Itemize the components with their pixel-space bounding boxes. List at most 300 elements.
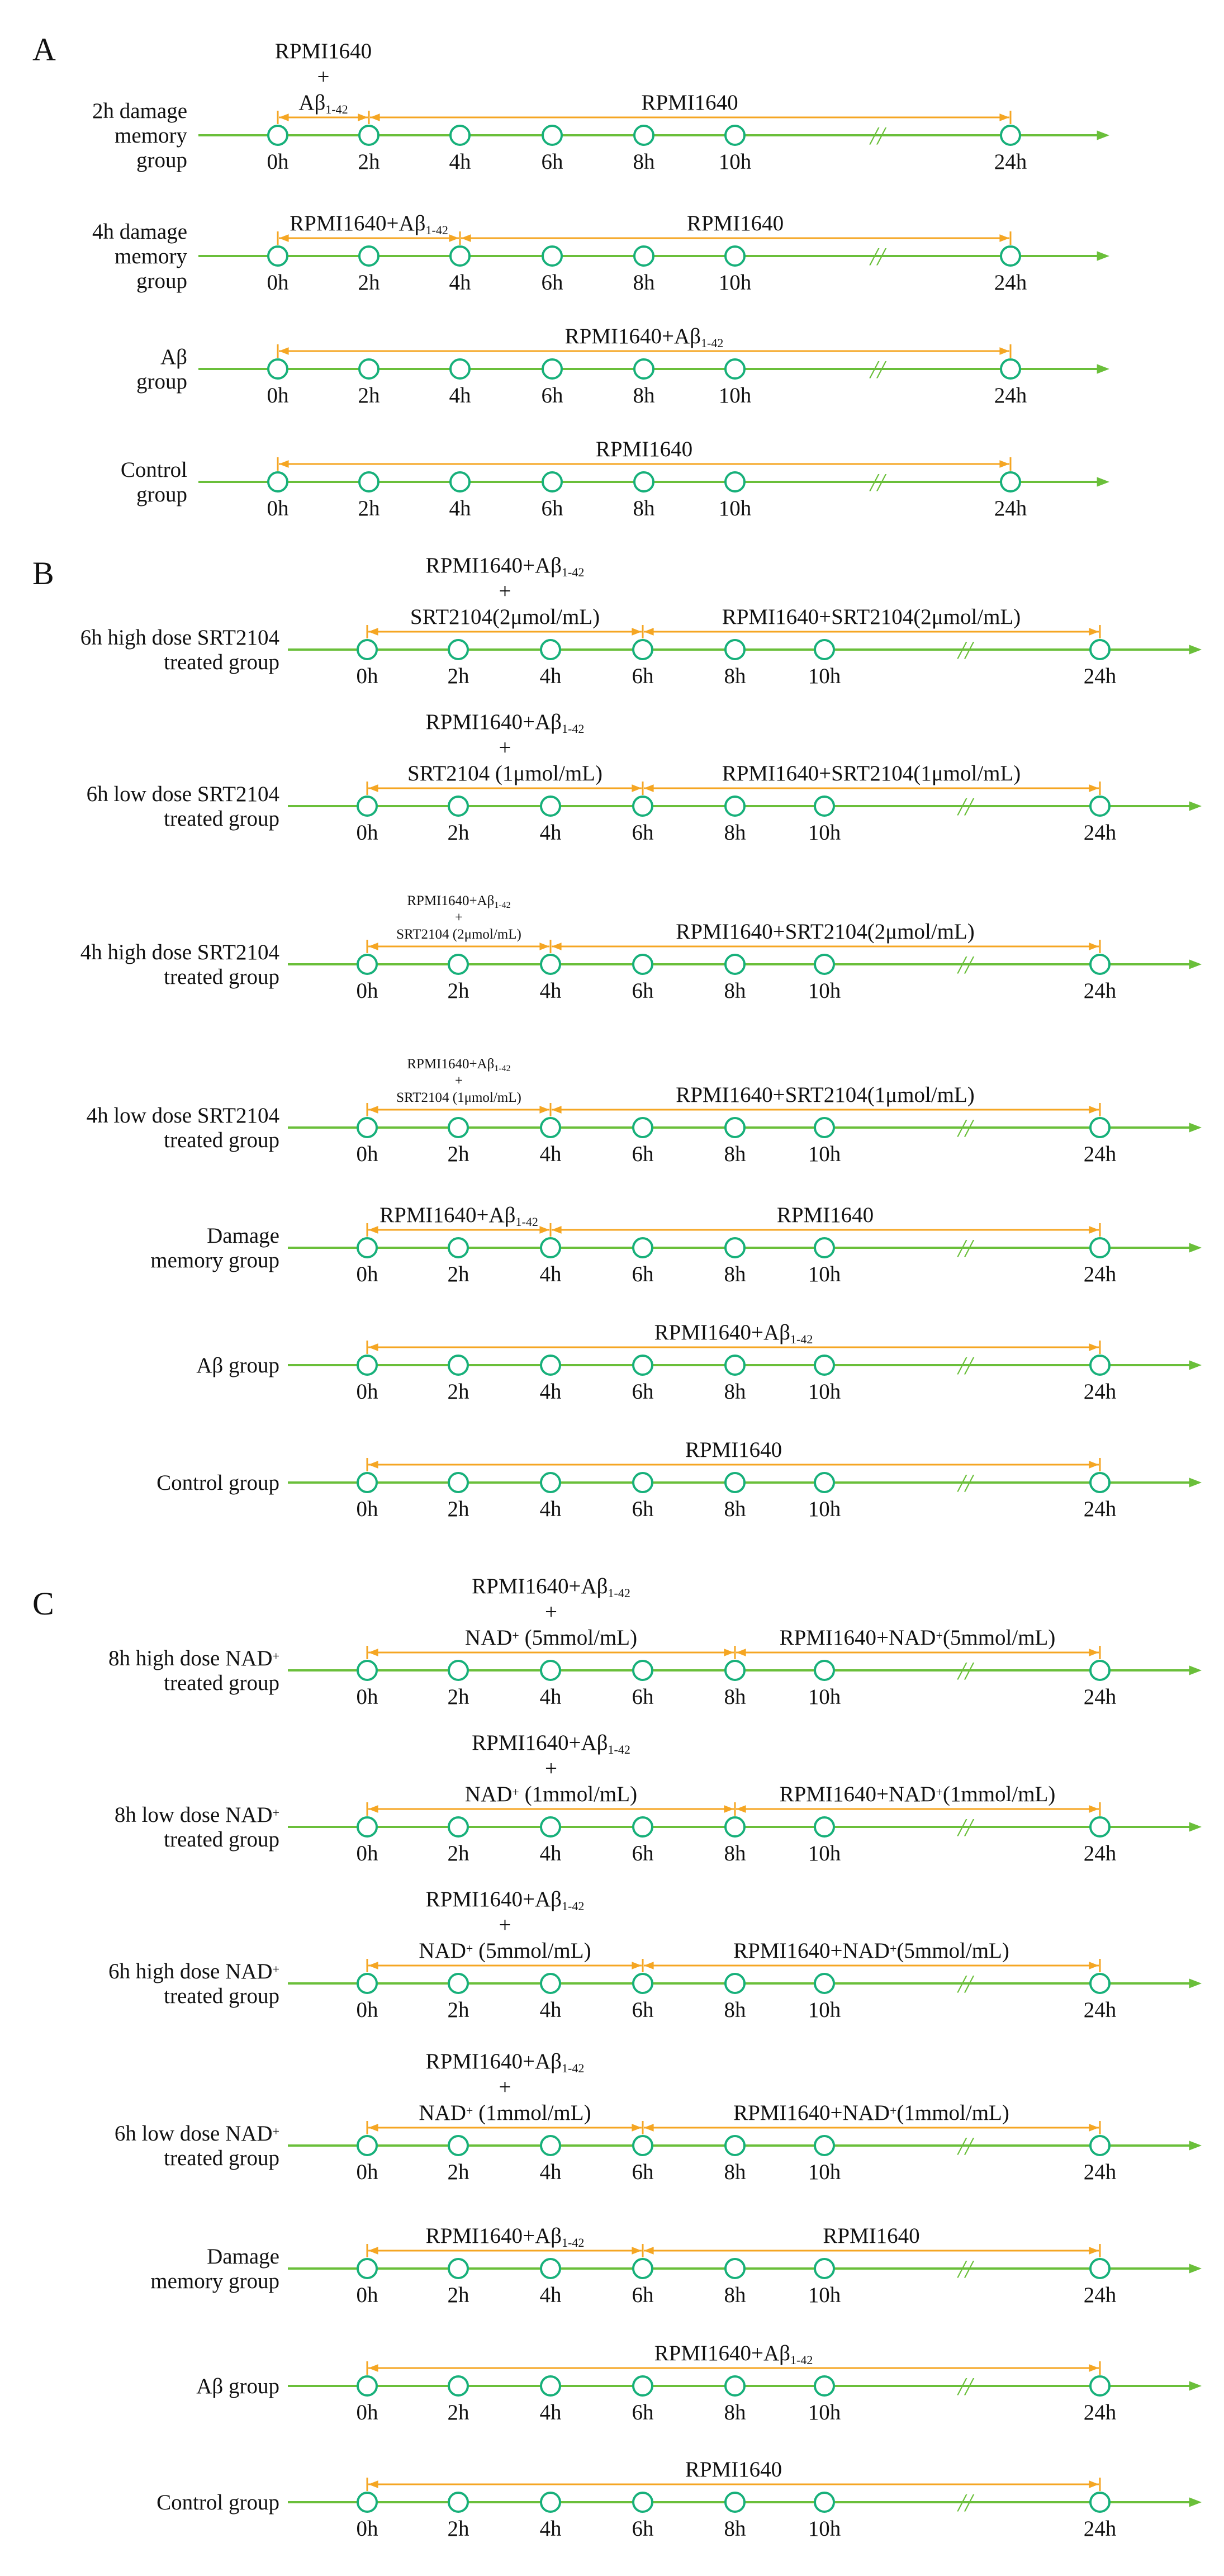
axis-break-mark: //: [958, 792, 972, 821]
time-tick-label: 2h: [447, 1142, 469, 1166]
time-tick-label: 10h: [808, 2517, 841, 2541]
time-tick-label: 4h: [539, 979, 562, 1003]
time-node: [541, 2493, 560, 2512]
time-node: [725, 955, 744, 974]
time-tick-label: 8h: [724, 2160, 746, 2184]
group-label: 4h damage: [92, 220, 187, 244]
time-tick-label: 0h: [356, 1841, 378, 1865]
time-node: [1090, 2259, 1109, 2278]
time-node: [449, 1356, 468, 1375]
time-tick-label: 10h: [718, 271, 752, 295]
group-label: 6h high dose NAD+: [108, 1959, 279, 1983]
treatment-interval: [367, 710, 643, 795]
treatment-interval: [367, 553, 643, 638]
treatment-interval: [367, 1203, 551, 1237]
interval-label: RPMI1640+SRT2104(2μmol/mL): [676, 920, 975, 944]
interval-label: RPMI1640+Aβ1-42: [654, 2341, 813, 2367]
treatment-interval: [367, 2341, 1100, 2375]
time-node: [633, 797, 652, 816]
interval-label: RPMI1640+Aβ1-42: [379, 1203, 538, 1229]
treatment-interval: [367, 1057, 551, 1116]
time-tick-label: 0h: [356, 1262, 378, 1286]
time-node: [1090, 1817, 1109, 1836]
time-node: [725, 247, 744, 266]
time-node: [358, 2259, 377, 2278]
axis-break-mark: //: [958, 1469, 972, 1497]
time-tick-label: 10h: [808, 1685, 841, 1709]
time-tick-label: 6h: [541, 383, 563, 408]
treatment-interval: [369, 91, 1010, 124]
group-label: Aβ: [160, 345, 187, 369]
time-node: [449, 1817, 468, 1836]
time-node: [358, 797, 377, 816]
time-tick-label: 4h: [449, 150, 471, 174]
axis-break-mark: //: [870, 355, 885, 383]
interval-label: +: [499, 1913, 511, 1937]
panel-b: [32, 553, 1202, 1521]
time-node: [541, 1118, 560, 1137]
time-node: [359, 247, 378, 266]
panel-letter: B: [32, 555, 54, 591]
group-timeline: [92, 211, 1109, 295]
time-node: [725, 1473, 744, 1492]
interval-label: +: [454, 1073, 463, 1088]
group-label: Control group: [156, 1471, 279, 1495]
time-node: [633, 640, 652, 659]
axis-break-mark: //: [958, 1813, 972, 1841]
timeline-arrowhead: [1189, 1360, 1202, 1370]
axis-break-mark: //: [958, 2488, 972, 2517]
time-tick-label: 4h: [539, 2400, 562, 2425]
interval-label: RPMI1640+Aβ1-42: [654, 1320, 813, 1346]
time-tick-label: 24h: [1083, 1380, 1117, 1404]
interval-label: RPMI1640: [776, 1203, 874, 1227]
time-tick-label: 2h: [358, 496, 380, 520]
time-tick-label: 4h: [539, 821, 562, 845]
axis-break-mark: //: [958, 950, 972, 979]
time-node: [1001, 472, 1020, 491]
interval-label: SRT2104 (1μmol/mL): [407, 761, 602, 785]
time-node: [815, 2136, 834, 2155]
time-tick-label: 8h: [724, 1998, 746, 2022]
time-node: [725, 1356, 744, 1375]
time-node: [358, 640, 377, 659]
time-node: [449, 1974, 468, 1993]
interval-label: +: [545, 1756, 557, 1781]
axis-break-mark: //: [958, 1114, 972, 1142]
group-label: 8h low dose NAD+: [114, 1803, 279, 1827]
time-node: [815, 2259, 834, 2278]
time-tick-label: 24h: [994, 271, 1027, 295]
time-node: [450, 359, 469, 378]
treatment-interval: [275, 39, 372, 124]
interval-label: RPMI1640+Aβ1-42: [290, 211, 448, 237]
time-node: [449, 1238, 468, 1257]
interval-label: RPMI1640+Aβ1-42: [425, 2049, 585, 2075]
interval-label: RPMI1640+Aβ1-42: [472, 1574, 630, 1600]
time-tick-label: 24h: [994, 150, 1027, 174]
time-tick-label: 2h: [447, 664, 469, 688]
time-tick-label: 6h: [632, 2400, 654, 2425]
timeline-arrowhead: [1097, 477, 1109, 486]
interval-label: NAD+ (5mmol/mL): [419, 1939, 591, 1963]
time-node: [268, 126, 287, 145]
time-tick-label: 10h: [808, 821, 841, 845]
treatment-interval: [643, 2224, 1100, 2257]
time-tick-label: 10h: [808, 2160, 841, 2184]
time-tick-label: 24h: [1083, 979, 1117, 1003]
time-tick-label: 6h: [632, 821, 654, 845]
time-node: [358, 1817, 377, 1836]
group-label: Aβ group: [196, 1353, 279, 1377]
group-label: Aβ group: [196, 2374, 279, 2398]
time-tick-label: 6h: [632, 1998, 654, 2022]
time-tick-label: 8h: [724, 1841, 746, 1865]
time-node: [1090, 2376, 1109, 2395]
time-node: [815, 797, 834, 816]
time-node: [541, 2259, 560, 2278]
time-tick-label: 8h: [724, 979, 746, 1003]
time-tick-label: 0h: [267, 383, 289, 408]
interval-label: RPMI1640+Aβ1-42: [425, 1887, 585, 1913]
time-tick-label: 24h: [1083, 2400, 1117, 2425]
time-node: [1090, 1238, 1109, 1257]
group-label: 8h high dose NAD+: [108, 1646, 279, 1670]
time-node: [815, 1118, 834, 1137]
time-node: [268, 472, 287, 491]
panel-a: [32, 31, 1109, 520]
group-label: treated group: [164, 1827, 279, 1852]
panel-letter: C: [32, 1585, 54, 1622]
time-node: [725, 640, 744, 659]
time-node: [815, 640, 834, 659]
timeline-arrowhead: [1189, 2381, 1202, 2390]
time-node: [633, 1473, 652, 1492]
time-node: [634, 359, 653, 378]
time-tick-label: 6h: [632, 1841, 654, 1865]
time-node: [815, 1817, 834, 1836]
time-node: [541, 1238, 560, 1257]
time-tick-label: 2h: [358, 271, 380, 295]
time-node: [1090, 955, 1109, 974]
time-tick-label: 2h: [447, 2517, 469, 2541]
time-node: [725, 126, 744, 145]
timeline-arrowhead: [1189, 801, 1202, 811]
time-node: [1001, 247, 1020, 266]
group-label: treated group: [164, 1128, 279, 1152]
axis-break-mark: //: [870, 468, 885, 496]
treatment-interval: [643, 1939, 1100, 1972]
time-tick-label: 4h: [539, 1142, 562, 1166]
time-tick-label: 0h: [356, 979, 378, 1003]
time-node: [633, 2493, 652, 2512]
time-tick-label: 2h: [447, 1998, 469, 2022]
group-label: treated group: [164, 1671, 279, 1695]
time-node: [725, 359, 744, 378]
interval-label: RPMI1640+SRT2104(1μmol/mL): [722, 761, 1021, 785]
time-tick-label: 8h: [724, 664, 746, 688]
treatment-interval: [643, 761, 1100, 795]
time-tick-label: 4h: [449, 271, 471, 295]
time-node: [541, 955, 560, 974]
time-tick-label: 0h: [356, 2400, 378, 2425]
group-label: memory group: [150, 2269, 279, 2293]
time-tick-label: 6h: [632, 1685, 654, 1709]
timeline-arrowhead: [1097, 251, 1109, 261]
group-label: 6h low dose SRT2104: [86, 782, 279, 806]
time-tick-label: 4h: [539, 1841, 562, 1865]
time-tick-label: 0h: [356, 821, 378, 845]
group-timeline: [87, 1057, 1202, 1166]
treatment-interval: [735, 1782, 1100, 1816]
interval-label: RPMI1640: [686, 211, 784, 235]
time-node: [1090, 1356, 1109, 1375]
group-label: group: [136, 148, 187, 172]
axis-break-mark: //: [958, 1351, 972, 1380]
time-node: [358, 2493, 377, 2512]
time-tick-label: 6h: [632, 2283, 654, 2307]
time-tick-label: 4h: [539, 1380, 562, 1404]
treatment-interval: [367, 893, 551, 953]
group-label: memory: [115, 124, 187, 148]
interval-label: RPMI1640: [274, 39, 372, 63]
time-node: [815, 1356, 834, 1375]
time-tick-label: 24h: [1083, 664, 1117, 688]
time-tick-label: 0h: [267, 271, 289, 295]
time-node: [449, 1473, 468, 1492]
time-node: [1090, 2136, 1109, 2155]
time-node: [358, 1118, 377, 1137]
time-node: [1090, 640, 1109, 659]
interval-label: +: [499, 2075, 511, 2099]
time-tick-label: 2h: [447, 979, 469, 1003]
timeline-arrowhead: [1189, 2264, 1202, 2273]
group-timeline: [150, 2224, 1202, 2307]
time-tick-label: 24h: [994, 383, 1027, 408]
time-node: [725, 1817, 744, 1836]
time-tick-label: 8h: [724, 821, 746, 845]
group-label: group: [136, 269, 187, 293]
time-tick-label: 24h: [1083, 1685, 1117, 1709]
group-timeline: [156, 2457, 1202, 2541]
time-node: [359, 472, 378, 491]
time-tick-label: 4h: [539, 1262, 562, 1286]
group-label: treated group: [164, 807, 279, 831]
panel-letter: A: [32, 31, 56, 68]
time-node: [541, 1356, 560, 1375]
time-node: [449, 1661, 468, 1680]
treatment-interval: [367, 2457, 1100, 2491]
time-node: [359, 359, 378, 378]
time-node: [633, 2259, 652, 2278]
time-node: [358, 955, 377, 974]
interval-label: +: [454, 910, 463, 925]
interval-label: SRT2104 (2μmol/mL): [396, 927, 521, 942]
time-tick-label: 4h: [539, 2517, 562, 2541]
time-tick-label: 6h: [632, 1380, 654, 1404]
time-node: [633, 1661, 652, 1680]
time-tick-label: 2h: [447, 2400, 469, 2425]
group-timeline: [80, 553, 1202, 688]
time-node: [449, 955, 468, 974]
interval-label: RPMI1640+NAD+(1mmol/mL): [733, 2101, 1009, 2125]
group-label: memory group: [150, 1248, 279, 1272]
timeline-arrowhead: [1189, 1822, 1202, 1831]
time-node: [815, 2376, 834, 2395]
interval-label: SRT2104(2μmol/mL): [410, 605, 600, 629]
time-node: [541, 1974, 560, 1993]
time-node: [449, 2259, 468, 2278]
treatment-interval: [367, 2049, 643, 2134]
time-node: [725, 797, 744, 816]
time-node: [358, 2376, 377, 2395]
axis-break-mark: //: [958, 636, 972, 664]
treatment-interval: [643, 605, 1100, 638]
group-timeline: [156, 1438, 1202, 1521]
time-node: [725, 1118, 744, 1137]
time-tick-label: 10h: [808, 1262, 841, 1286]
time-tick-label: 6h: [632, 1497, 654, 1521]
time-tick-label: 6h: [541, 150, 563, 174]
time-tick-label: 10h: [718, 496, 752, 520]
time-tick-label: 0h: [356, 1142, 378, 1166]
time-tick-label: 8h: [724, 1497, 746, 1521]
interval-label: RPMI1640+Aβ1-42: [407, 893, 511, 910]
group-label: 6h low dose NAD+: [114, 2122, 279, 2146]
time-tick-label: 24h: [1083, 2283, 1117, 2307]
treatment-interval: [367, 1320, 1100, 1354]
time-node: [725, 1974, 744, 1993]
time-tick-label: 6h: [632, 664, 654, 688]
time-node: [815, 1974, 834, 1993]
time-tick-label: 10h: [808, 979, 841, 1003]
interval-label: RPMI1640+Aβ1-42: [407, 1057, 511, 1073]
group-timeline: [80, 893, 1202, 1003]
time-node: [541, 640, 560, 659]
timeline-arrowhead: [1189, 1665, 1202, 1675]
time-tick-label: 2h: [358, 383, 380, 408]
interval-label: +: [499, 736, 511, 760]
time-tick-label: 2h: [447, 821, 469, 845]
group-timeline: [92, 39, 1109, 174]
time-tick-label: 24h: [994, 496, 1027, 520]
time-tick-label: 2h: [447, 1380, 469, 1404]
time-node: [633, 1817, 652, 1836]
treatment-interval: [278, 324, 1010, 358]
interval-label: RPMI1640+Aβ1-42: [425, 2224, 585, 2250]
time-tick-label: 6h: [541, 271, 563, 295]
time-node: [358, 1238, 377, 1257]
time-node: [1090, 1661, 1109, 1680]
group-label: treated group: [164, 1984, 279, 2008]
time-node: [268, 247, 287, 266]
time-tick-label: 4h: [539, 2283, 562, 2307]
time-node: [815, 1238, 834, 1257]
time-node: [358, 1356, 377, 1375]
interval-label: NAD+ (1mmol/mL): [464, 1782, 638, 1806]
time-tick-label: 10h: [808, 1380, 841, 1404]
group-timeline: [87, 710, 1202, 845]
time-tick-label: 24h: [1083, 2517, 1117, 2541]
time-node: [1090, 1118, 1109, 1137]
time-tick-label: 0h: [356, 664, 378, 688]
group-label: memory: [115, 244, 187, 268]
time-tick-label: 2h: [447, 1262, 469, 1286]
axis-break-mark: //: [958, 1969, 972, 1998]
time-tick-label: 0h: [267, 150, 289, 174]
axis-break-mark: //: [958, 2372, 972, 2400]
time-tick-label: 8h: [724, 1685, 746, 1709]
axis-break-mark: //: [870, 242, 885, 271]
time-tick-label: 24h: [1083, 1142, 1117, 1166]
time-tick-label: 8h: [633, 150, 655, 174]
group-label: 4h high dose SRT2104: [80, 940, 279, 964]
time-node: [541, 1473, 560, 1492]
time-node: [541, 2376, 560, 2395]
time-tick-label: 4h: [449, 383, 471, 408]
time-tick-label: 8h: [724, 2400, 746, 2425]
time-node: [450, 247, 469, 266]
group-label: Damage: [207, 2244, 279, 2269]
interval-label: NAD+ (5mmol/mL): [464, 1626, 638, 1650]
time-tick-label: 24h: [1083, 821, 1117, 845]
treatment-interval: [367, 1438, 1100, 1471]
time-node: [449, 797, 468, 816]
time-tick-label: 10h: [808, 2283, 841, 2307]
time-tick-label: 24h: [1083, 1262, 1117, 1286]
time-tick-label: 10h: [808, 664, 841, 688]
time-tick-label: 4h: [539, 2160, 562, 2184]
time-node: [358, 1661, 377, 1680]
time-node: [449, 2376, 468, 2395]
time-node: [449, 1118, 468, 1137]
interval-label: +: [317, 65, 330, 89]
time-tick-label: 24h: [1083, 2160, 1117, 2184]
group-timeline: [196, 2341, 1202, 2425]
time-tick-label: 6h: [632, 979, 654, 1003]
interval-label: RPMI1640+Aβ1-42: [564, 324, 724, 350]
time-tick-label: 2h: [447, 2283, 469, 2307]
time-node: [633, 1974, 652, 1993]
axis-break-mark: //: [870, 121, 885, 150]
time-tick-label: 24h: [1083, 1841, 1117, 1865]
time-node: [633, 1238, 652, 1257]
interval-label: Aβ1-42: [298, 91, 348, 116]
time-tick-label: 2h: [447, 1841, 469, 1865]
time-tick-label: 8h: [724, 2283, 746, 2307]
time-node: [725, 1661, 744, 1680]
time-node: [1090, 1473, 1109, 1492]
time-node: [543, 247, 562, 266]
time-tick-label: 10h: [808, 2400, 841, 2425]
time-node: [1090, 797, 1109, 816]
time-tick-label: 8h: [633, 271, 655, 295]
time-node: [541, 797, 560, 816]
time-node: [1001, 359, 1020, 378]
time-tick-label: 6h: [632, 1262, 654, 1286]
group-label: Control group: [156, 2490, 279, 2515]
time-node: [449, 2493, 468, 2512]
time-tick-label: 2h: [447, 1685, 469, 1709]
time-tick-label: 8h: [633, 496, 655, 520]
treatment-interval: [278, 437, 1010, 471]
interval-label: RPMI1640+SRT2104(1μmol/mL): [676, 1083, 975, 1107]
time-tick-label: 6h: [632, 1142, 654, 1166]
axis-break-mark: //: [958, 2132, 972, 2160]
treatment-interval: [278, 211, 460, 245]
time-tick-label: 4h: [449, 496, 471, 520]
interval-label: RPMI1640+Aβ1-42: [472, 1731, 630, 1756]
